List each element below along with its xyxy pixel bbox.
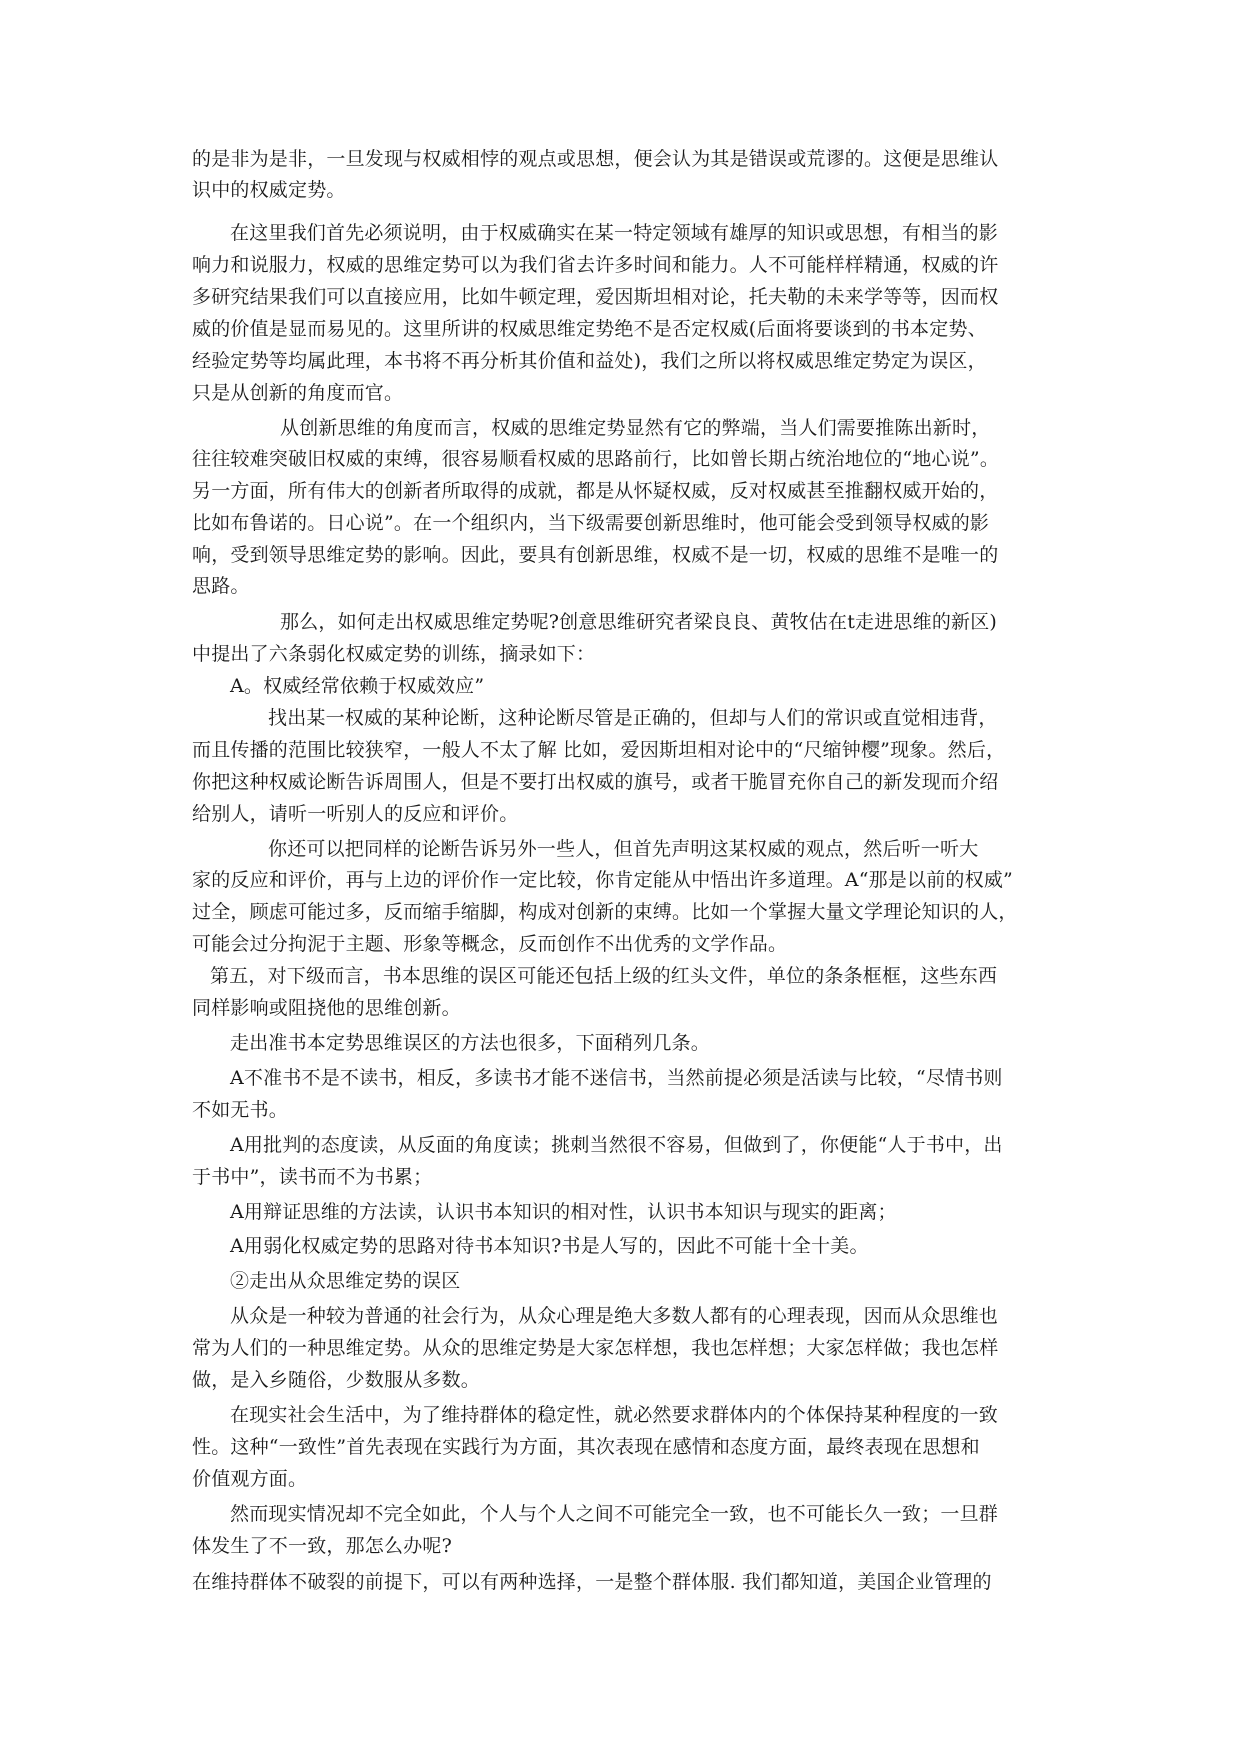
text-line: A不准书不是不读书，相反，多读书才能不迷信书，当然前提必须是活读与比较，“尽情书则	[230, 1067, 1003, 1089]
text-line: 识中的权威定势。	[192, 179, 346, 201]
text-line: A用批判的态度读，从反面的角度读；挑刺当然很不容易，但做到了，你便能“人于书中，出	[230, 1134, 1003, 1156]
text-line: 性。这种“一致性”首先表现在实践行为方面，其次表现在感情和态度方面，最终表现在思想和	[192, 1436, 980, 1458]
text-line: 从创新思维的角度而言，权威的思维定势显然有它的弊端，当人们需要推陈出新时，	[280, 417, 991, 439]
text-line: 另一方面，所有伟大的创新者所取得的成就，都是从怀疑权威，反对权威甚至推翻权威开始的，	[192, 480, 999, 502]
text-line: 价值观方面。	[192, 1468, 308, 1490]
text-line: 多研究结果我们可以直接应用，比如牛顿定理，爱因斯坦相对论，托夫勒的未来学等等，因而权	[192, 286, 999, 308]
text-line: 往往较难突破旧权威的束缚，很容易顺看权威的思路前行，比如曾长期占统治地位的“地心说”。	[192, 448, 1000, 470]
text-line: 你还可以把同样的论断告诉另外一些人，但首先声明这某权威的观点，然后听一听大	[268, 838, 979, 860]
text-line: 家的反应和评价，再与上边的评价作一定比较，你肯定能从中悟出许多道理。A“那是以前的权威”	[192, 869, 1013, 891]
text-line: 同样影响或阻挠他的思维创新。	[192, 997, 461, 1019]
text-line: 在现实社会生活中，为了维持群体的稳定性，就必然要求群体内的个体保持某种程度的一致	[230, 1404, 999, 1426]
text-line: 响，受到领导思维定势的影响。因此，要具有创新思维，权威不是一切，权威的思维不是唯一的	[192, 544, 999, 566]
text-line: 可能会过分拘泥于主题、形象等概念，反而创作不出优秀的文学作品。	[192, 933, 788, 955]
text-line: 中提出了六条弱化权威定势的训练，摘录如下：	[192, 643, 596, 665]
text-line: 过全，顾虑可能过多，反而缩手缩脚，构成对创新的束缚。比如一个掌握大量文学理论知识的人，	[192, 901, 1018, 923]
text-line: 常为人们的一种思维定势。从众的思维定势是大家怎样想，我也怎样想；大家怎样做；我也怎样	[192, 1337, 999, 1359]
text-line: 经验定势等均属此理，本书将不再分析其价值和益处)，我们之所以将权威思维定势定为误区，	[192, 350, 987, 372]
text-line: 从众是一种较为普通的社会行为，从众心理是绝大多数人都有的心理表现，因而从众思维也	[230, 1305, 999, 1327]
text-line: 体发生了不一致，那怎么办呢?	[192, 1535, 452, 1557]
text-line: 做，是入乡随俗，少数服从多数。	[192, 1369, 481, 1391]
text-line: A用辩证思维的方法读，认识书本知识的相对性，认识书本知识与现实的距离；	[230, 1201, 897, 1223]
text-line: 你把这种权威论断告诉周围人，但是不要打出权威的旗号，或者干脆冒充你自己的新发现而介绍	[192, 771, 999, 793]
text-line: 第五，对下级而言，书本思维的误区可能还包括上级的红头文件，单位的条条框框，这些东西	[210, 965, 998, 987]
text-line: 只是从创新的角度而官。	[192, 382, 404, 404]
text-line: 那么，如何走出权威思维定势呢?创意思维研究者梁良良、黄牧估在t走进思维的新区)	[280, 611, 998, 633]
text-line: A。权威经常依赖于权威效应”	[230, 675, 485, 697]
text-line: 而且传播的范围比较狭窄，一般人不太了解 比如，爱因斯坦相对论中的“尺缩钟樱”现象。然后，	[192, 739, 1006, 761]
text-line: 威的价值是显而易见的。这里所讲的权威思维定势绝不是否定权威(后面将要谈到的书本定势、	[192, 318, 987, 340]
text-line: A用弱化权威定势的思路对待书本知识?书是人写的，因此不可能十全十美。	[230, 1235, 869, 1257]
text-line: ②走出从众思维定势的误区	[230, 1270, 461, 1292]
text-line: 然而现实情况却不完全如此，个人与个人之间不可能完全一致，也不可能长久一致；一旦群	[230, 1503, 999, 1525]
text-line: 走出准书本定势思维误区的方法也很多，下面稍列几条。	[230, 1032, 711, 1054]
text-line: 比如布鲁诺的。日心说”。在一个组织内，当下级需要创新思维时，他可能会受到领导权威的影	[192, 512, 990, 534]
text-line: 给别人，请听一听别人的反应和评价。	[192, 803, 519, 825]
text-line: 找出某一权威的某种论断，这种论断尽管是正确的，但却与人们的常识或直觉相违背，	[268, 707, 998, 729]
text-line: 于书中”，读书而不为书累；	[192, 1166, 433, 1188]
text-line: 响力和说服力，权威的思维定势可以为我们省去许多时间和能力。人不可能样样精通，权威的许	[192, 254, 999, 276]
text-line: 不如无书。	[192, 1099, 289, 1121]
text-line: 的是非为是非，一旦发现与权威相悖的观点或思想，便会认为其是错误或荒谬的。这便是思维认	[192, 148, 999, 170]
text-line: 在这里我们首先必须说明，由于权威确实在某一特定领域有雄厚的知识或思想，有相当的影	[230, 222, 999, 244]
text-line: 思路。	[192, 575, 250, 597]
text-line: 在维持群体不破裂的前提下，可以有两种选择，一是整个群体服. 我们都知道，美国企业管理的	[192, 1571, 992, 1593]
